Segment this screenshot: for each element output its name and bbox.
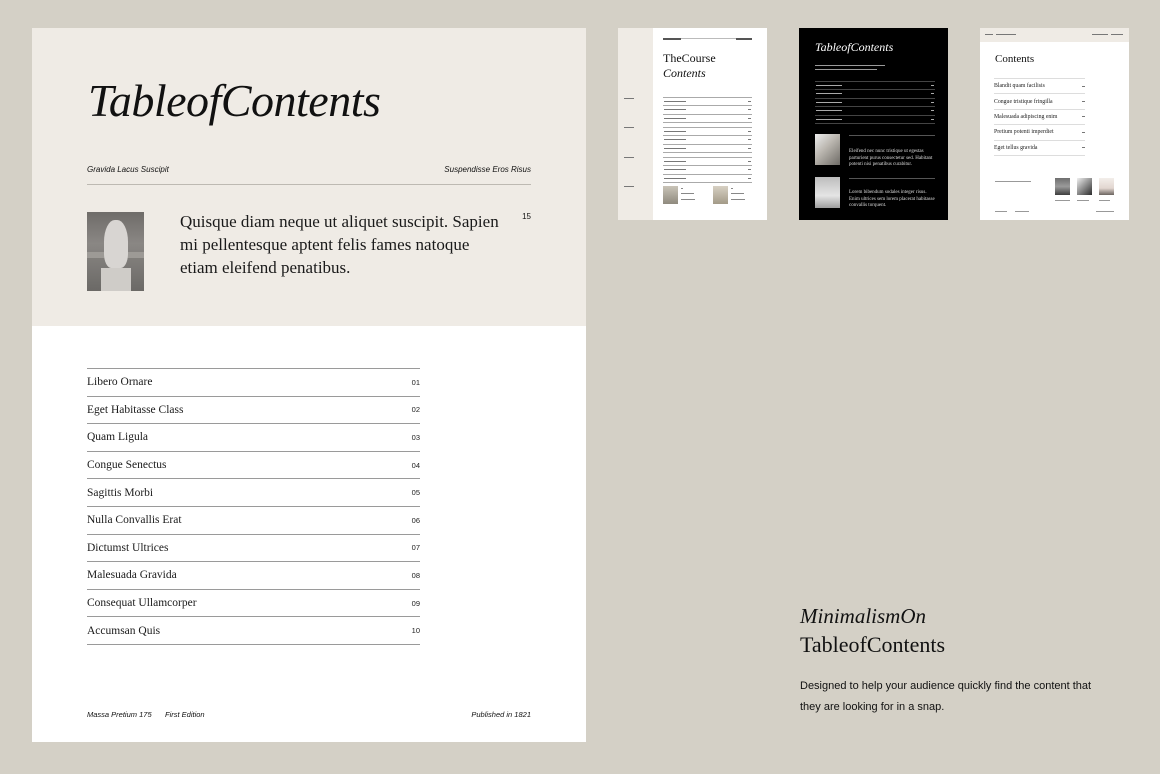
caption-line — [1077, 200, 1089, 201]
toc-row[interactable] — [87, 562, 420, 590]
thumbnail-photo — [1099, 178, 1114, 195]
toc-row — [994, 110, 1085, 125]
toc-row[interactable] — [87, 479, 420, 507]
toc-number: 09 — [411, 598, 420, 608]
footer-published-text: Published in 1821 — [471, 710, 531, 719]
statue-image-base — [101, 268, 131, 291]
toc-row[interactable] — [87, 617, 420, 645]
thumbnail-photo — [1055, 178, 1070, 195]
toc-line — [815, 89, 935, 97]
toc-row — [994, 141, 1085, 156]
toc-row[interactable] — [87, 452, 420, 480]
header-text-left — [663, 38, 681, 40]
toc-number: 03 — [411, 432, 420, 442]
toc-label: Libero Ornare — [87, 376, 153, 389]
caption-line — [731, 193, 744, 194]
toc-label: Malesuada Gravida — [87, 569, 177, 582]
footer-left-text: Massa Pretium 175 — [87, 710, 152, 719]
footer-text-line — [995, 211, 1007, 212]
promo-description: Designed to help your audience quickly find the content that they are looking for in a snap. — [800, 680, 1092, 713]
thumbnail-photo — [815, 134, 840, 165]
toc-number-mark — [1082, 116, 1085, 117]
toc-label: Pretium potenti imperdiet — [994, 129, 1054, 136]
toc-label: Blandit quam facilisis — [994, 83, 1045, 90]
caption-line — [681, 193, 694, 194]
thumbnail-photo — [713, 186, 728, 204]
toc-label: Dictumst Ultrices — [87, 541, 169, 554]
intro-text-line — [815, 69, 877, 70]
promo-heading: TableofContents — [800, 632, 946, 657]
thumbnail-title: TheCourse — [663, 51, 716, 65]
toc-line — [663, 135, 752, 143]
toc-number: 06 — [411, 515, 420, 525]
caption-line — [1055, 200, 1070, 201]
toc-group — [663, 157, 752, 183]
footer-edition-text: First Edition — [165, 710, 205, 719]
toc-line — [815, 115, 935, 123]
subtitle-left: Gravida Lacus Suscipit — [87, 165, 169, 174]
toc-line — [663, 165, 752, 173]
footer-text-line — [1096, 211, 1114, 212]
main-page-header-section — [32, 28, 586, 326]
toc-line — [663, 157, 752, 165]
toc-number: 04 — [411, 460, 420, 470]
toc-number-mark — [1082, 86, 1085, 87]
toc-line — [815, 81, 935, 89]
toc-list — [994, 78, 1085, 156]
toc-row[interactable] — [87, 369, 420, 397]
thumbnail-header-bar — [980, 28, 1129, 42]
sidebar-mark — [624, 127, 634, 128]
toc-line — [663, 174, 752, 182]
thumbnail-title: TableofContents — [815, 40, 894, 54]
toc-line — [663, 114, 752, 122]
note-text-line — [995, 181, 1031, 182]
header-text-right — [736, 38, 752, 40]
toc-number-mark — [1082, 147, 1085, 148]
toc-number-mark — [1082, 101, 1085, 102]
toc-label: Eget Habitasse Class — [87, 403, 184, 416]
toc-label: Sagittis Morbi — [87, 486, 154, 499]
thumbnail-sidebar — [618, 28, 653, 220]
toc-label: Congue tristique fringilla — [994, 98, 1053, 105]
intro-text-line — [815, 65, 885, 66]
toc-line — [815, 106, 935, 114]
toc-group — [663, 97, 752, 123]
toc-row — [994, 125, 1085, 140]
toc-label: Nulla Convallis Erat — [87, 514, 182, 527]
statue-image — [87, 212, 144, 291]
toc-number: 07 — [411, 543, 420, 553]
toc-line — [663, 97, 752, 105]
caption-line — [1099, 200, 1110, 201]
toc-row — [994, 79, 1085, 94]
toc-line — [815, 98, 935, 106]
feature-page-number: 15 — [522, 212, 531, 221]
toc-label: Quam Ligula — [87, 431, 148, 444]
header-text — [1092, 34, 1108, 35]
toc-row[interactable] — [87, 424, 420, 452]
thumbnail-photo — [1077, 178, 1092, 195]
toc-number: 01 — [411, 377, 420, 387]
thumbnail-course-contents[interactable] — [618, 28, 767, 220]
statue-image-torso — [104, 220, 128, 268]
caption-line — [681, 188, 683, 189]
divider — [87, 184, 531, 185]
toc-line — [663, 127, 752, 135]
sidebar-mark — [624, 98, 634, 99]
thumbnail-subtitle: Contents — [663, 66, 706, 80]
toc-number: 10 — [411, 626, 420, 636]
sidebar-mark — [624, 157, 634, 158]
toc-group — [663, 127, 752, 153]
feature-paragraph: Lorem bibendum sodales integer risus. Enim ultrices sem lorem placerat habitasse convallis torquent. — [849, 190, 935, 208]
toc-group — [815, 81, 935, 124]
header-text — [985, 34, 993, 35]
thumbnail-title: Contents — [995, 53, 1035, 65]
toc-line — [663, 144, 752, 152]
toc-number: 05 — [411, 488, 420, 498]
main-page-preview — [32, 28, 586, 742]
divider — [849, 135, 935, 136]
subtitle-right: Suspendisse Eros Risus — [444, 165, 531, 174]
toc-label: Congue Senectus — [87, 459, 167, 472]
thumbnail-photo — [815, 177, 840, 208]
thumbnail-photo — [663, 186, 678, 204]
toc-number: 02 — [411, 405, 420, 415]
toc-line — [663, 105, 752, 113]
header-text — [996, 34, 1016, 35]
toc-row — [994, 94, 1085, 109]
caption-line — [731, 199, 745, 200]
header-text — [1111, 34, 1123, 35]
toc-row[interactable] — [87, 397, 420, 425]
toc-list — [87, 368, 420, 645]
toc-row[interactable] — [87, 535, 420, 563]
footer-text-line — [1015, 211, 1029, 212]
divider — [849, 178, 935, 179]
page-title: TableofContents — [88, 75, 381, 126]
sidebar-mark — [624, 186, 634, 187]
toc-label: Eget tellus gravida — [994, 144, 1038, 151]
toc-row[interactable] — [87, 507, 420, 535]
toc-label: Accumsan Quis — [87, 624, 161, 637]
toc-row[interactable] — [87, 590, 420, 618]
toc-number: 08 — [411, 570, 420, 580]
feature-quote: Quisque diam neque ut aliquet suscipit. Sapien mi pellentesque aptent felis fames natoque etiam eleifend penatibus. — [180, 212, 499, 277]
caption-line — [731, 188, 733, 189]
feature-paragraph: Eleifend nec nunc tristique ut egestas parturient purus consectetur sed. Habitant potenti nisi penatibus curabitur. — [849, 149, 933, 167]
thumbnail-simple-contents[interactable] — [980, 28, 1129, 220]
promo-heading-italic: MinimalismOn — [800, 604, 926, 628]
toc-label: Malesuada adipiscing enim — [994, 113, 1058, 120]
toc-label: Consequat Ullamcorper — [87, 597, 197, 610]
caption-line — [681, 199, 695, 200]
thumbnail-dark-contents[interactable] — [799, 28, 948, 220]
toc-number-mark — [1082, 132, 1085, 133]
